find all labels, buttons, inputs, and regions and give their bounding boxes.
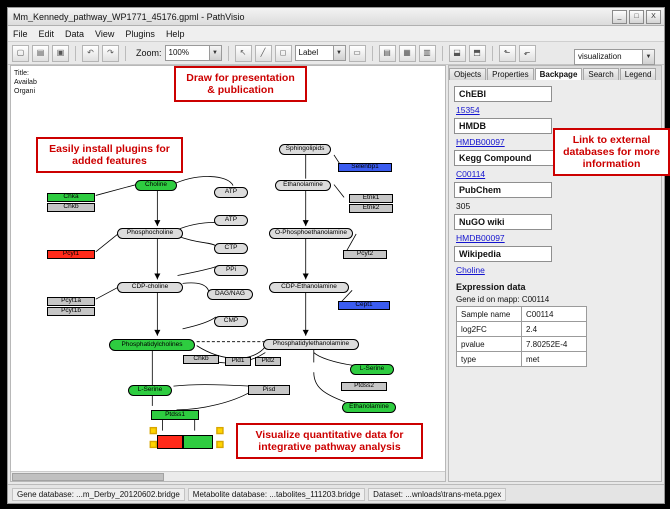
pathway-node-label: Pcyt1b: [61, 307, 81, 315]
pathway-node-label: PPi: [225, 266, 237, 274]
pathway-node-label: O-Phosphoethanolamine: [275, 229, 347, 237]
pathway-node-label: Pisd: [262, 385, 276, 393]
pathway-node-choline[interactable]: [135, 180, 177, 191]
pathway-node-selected1[interactable]: [157, 435, 183, 449]
pathway-node-label: ATP: [224, 188, 238, 196]
toolbar-separator-2: [125, 46, 126, 61]
menu-item-help[interactable]: Help: [165, 28, 185, 39]
pathway-node-label: L-Serine: [359, 365, 385, 373]
pathway-node-cmp[interactable]: [214, 316, 248, 327]
pathway-node-label: Pcyt2: [356, 250, 374, 258]
pathway-node-etnk2[interactable]: [349, 204, 393, 213]
maximize-button[interactable]: □: [629, 10, 644, 24]
callout-visualize: Visualize quantitative data for integrative pathway analysis: [236, 423, 423, 459]
align-center-icon[interactable]: ▦: [399, 45, 416, 62]
tab-legend[interactable]: Legend: [620, 68, 657, 80]
side-panel-tabs: [449, 66, 661, 81]
callout-draw: Draw for presentation & publication: [174, 66, 307, 102]
visualization-value: visualization: [578, 52, 622, 61]
zoom-combo[interactable]: [165, 45, 222, 61]
menu-item-plugins[interactable]: Plugins: [125, 28, 155, 39]
pathway-node-ptdss2[interactable]: [341, 382, 387, 391]
chevron-down-icon-2[interactable]: ▼: [333, 46, 345, 60]
pathway-node-phosphocholine[interactable]: [117, 228, 183, 239]
db-link-chebi[interactable]: 15354: [456, 105, 480, 115]
pathway-node-label: Selenbp1: [351, 163, 379, 171]
pathway-node-pisd[interactable]: [248, 385, 290, 395]
expr-key-2: pvalue: [457, 337, 522, 352]
order-front-icon[interactable]: ⬑: [499, 45, 516, 62]
pathway-node-pcyt1[interactable]: [47, 250, 95, 259]
chevron-down-icon[interactable]: ▼: [209, 46, 221, 60]
expr-key-3: type: [457, 352, 522, 367]
toolbar-separator-3: [228, 46, 229, 61]
window-controls: [612, 10, 664, 24]
pathway-node-label: Etnk2: [362, 204, 380, 212]
pathway-node-label: Chka: [63, 193, 79, 201]
pathway-node-phosphatidylethanolamine[interactable]: [263, 339, 359, 350]
main-area: [8, 63, 664, 484]
undo-icon[interactable]: ↶: [82, 45, 99, 62]
zoom-label: Zoom:: [136, 48, 162, 58]
pathway-canvas[interactable]: [10, 65, 446, 482]
gene-id-label: Gene id on mapp: C00114: [456, 295, 550, 304]
pathway-node-pcyt1b[interactable]: [47, 307, 95, 316]
pathway-node-ophosphoethanolamine[interactable]: [269, 228, 353, 239]
doc-organism-label: Organi: [14, 88, 36, 95]
table-row: [457, 322, 587, 337]
pathway-node-dagnag[interactable]: [207, 289, 253, 300]
status-bar: [8, 484, 664, 503]
pathway-node-cdpethanolamine[interactable]: [269, 282, 349, 293]
pathway-node-label: CDP-choline: [131, 283, 169, 291]
pathway-node-label: L-Serine: [137, 386, 163, 394]
toolbar-separator-4: [372, 46, 373, 61]
toolbar: [8, 42, 664, 65]
pathway-node-ctp[interactable]: [214, 243, 248, 254]
db-name-nugowiki: NuGO wiki: [454, 214, 552, 230]
db-name-pubchem: PubChem: [454, 182, 552, 198]
tab-objects[interactable]: Objects: [449, 68, 486, 80]
expr-val-2: 7.80252E-4: [522, 337, 587, 352]
pathway-node-label: CMP: [223, 317, 239, 325]
callout-links: Link to external databases for more information: [553, 128, 670, 176]
db-link-kegg[interactable]: C00114: [456, 169, 486, 179]
pathway-node-selenbp1[interactable]: [338, 163, 392, 172]
expr-key-1: log2FC: [457, 322, 522, 337]
pathway-node-label: Chkb: [63, 203, 79, 211]
pathway-node-lserine2[interactable]: [128, 385, 172, 396]
application-window: [7, 7, 665, 504]
pathway-node-label: Chkb: [193, 355, 209, 363]
shape-icon[interactable]: ◻: [275, 45, 292, 62]
pathway-node-label: Ptdss1: [165, 410, 185, 418]
tab-search[interactable]: Search: [583, 68, 618, 80]
pathway-node-ppi[interactable]: [214, 265, 248, 276]
db-name-kegg: Kegg Compound: [454, 150, 560, 166]
pathway-node-chkb[interactable]: [47, 203, 95, 212]
pathway-node-label: Phosphatidylethanolamine: [272, 340, 350, 348]
doc-title-label: Title:: [14, 70, 29, 77]
tab-backpage[interactable]: Backpage: [535, 68, 583, 80]
pathway-node-label: Ethanolamine: [349, 403, 389, 411]
pathway-node-label: Choline: [144, 181, 168, 189]
pathway-node-pcyt2[interactable]: [343, 250, 387, 259]
db-link-nugowiki[interactable]: HMDB00097: [456, 233, 505, 243]
pathway-node-ethanolamine2[interactable]: [342, 402, 396, 413]
line-icon[interactable]: ╱: [255, 45, 272, 62]
pathway-node-label: Ethanolamine: [283, 181, 323, 189]
redo-icon[interactable]: ↷: [102, 45, 119, 62]
table-row: [457, 307, 587, 322]
scrollbar-thumb[interactable]: [12, 473, 164, 481]
pathway-node-lserine1[interactable]: [350, 364, 394, 375]
pathway-node-pld2[interactable]: [255, 357, 281, 366]
toolbar-separator-5: [442, 46, 443, 61]
pathway-node-label: Etnk1: [362, 194, 380, 202]
pathway-node-etnk1[interactable]: [349, 194, 393, 203]
pathway-node-label: Pcyt1: [62, 250, 80, 258]
pathway-node-label: CDP-Ethanolamine: [281, 283, 337, 291]
pathway-node-label: Pcyt1a: [61, 297, 81, 305]
pathway-node-pcyt1a[interactable]: [47, 297, 95, 306]
pathway-node-ptdss1[interactable]: [151, 410, 199, 420]
expression-table: [456, 306, 587, 367]
expr-val-1: 2.4: [522, 322, 587, 337]
status-metabolite-database: Metabolite database: ...tabolites_111203.bridge: [188, 488, 365, 501]
db-value-pubchem: 305: [456, 201, 471, 211]
pathway-node-label: ATP: [224, 216, 238, 224]
status-gene-database: Gene database: ...m_Derby_20120602.bridge: [12, 488, 185, 501]
pathway-node-sphingolipids[interactable]: [279, 144, 331, 155]
pathway-node-label: Pld1: [231, 357, 245, 365]
toolbar-separator-1: [75, 46, 76, 61]
pathway-node-atp1[interactable]: [214, 187, 248, 198]
callout-plugins: Easily install plugins for added features: [36, 137, 183, 173]
window-title: Mm_Kennedy_pathway_WP1771_45176.gpml - PathVisio: [13, 11, 245, 22]
pathway-node-atp2[interactable]: [214, 215, 248, 226]
close-button[interactable]: X: [646, 10, 661, 24]
menu-item-data[interactable]: Data: [65, 28, 85, 39]
toolbar-separator-6: [492, 46, 493, 61]
save-icon[interactable]: ▣: [52, 45, 69, 62]
label-combo[interactable]: [295, 45, 346, 61]
pathway-node-selected2[interactable]: [183, 435, 213, 449]
menu-item-edit[interactable]: Edit: [38, 28, 55, 39]
pathway-node-cdpcholine[interactable]: [117, 282, 183, 293]
expr-val-0: C00114: [522, 307, 587, 322]
pathway-node-label: Pld2: [261, 357, 275, 365]
pathway-node-pld1[interactable]: [225, 357, 251, 366]
align-right-icon[interactable]: ▥: [419, 45, 436, 62]
minimize-button[interactable]: _: [612, 10, 627, 24]
pathway-node-label: Cept1: [355, 301, 373, 309]
pathway-node-phosphatidylcholines[interactable]: [109, 339, 195, 351]
ungroup-icon[interactable]: ⬒: [469, 45, 486, 62]
title-bar: [8, 8, 664, 26]
pathway-node-label: DAG/NAG: [215, 290, 245, 298]
align-left-icon[interactable]: ▤: [379, 45, 396, 62]
status-dataset: Dataset: ...wnloads\trans-meta.pgex: [368, 488, 506, 501]
expression-data-header: Expression data: [456, 282, 526, 292]
db-link-wikipedia[interactable]: Choline: [456, 265, 485, 275]
open-file-icon[interactable]: ▤: [32, 45, 49, 62]
order-back-icon[interactable]: ⬐: [519, 45, 536, 62]
group-icon[interactable]: ⬓: [449, 45, 466, 62]
db-name-wikipedia: Wikipedia: [454, 246, 552, 262]
table-row: [457, 337, 587, 352]
pathway-node-label: CTP: [224, 244, 238, 252]
pathway-node-label: Phosphatidylcholines: [121, 340, 183, 348]
db-name-chebi: ChEBI: [454, 86, 552, 102]
expr-key-0: Sample name: [457, 307, 522, 322]
label-value: Label: [298, 48, 319, 57]
zoom-value: 100%: [168, 48, 189, 57]
expr-val-3: met: [522, 352, 587, 367]
pointer-icon[interactable]: ↖: [235, 45, 252, 62]
tab-properties[interactable]: Properties: [487, 68, 533, 80]
db-link-hmdb[interactable]: HMDB00097: [456, 137, 505, 147]
canvas-horizontal-scrollbar[interactable]: [11, 471, 445, 481]
pathway-node-label: Sphingolipids: [285, 145, 325, 153]
pathway-node-chkb2[interactable]: [183, 355, 219, 364]
menu-item-view[interactable]: View: [95, 28, 115, 39]
pathway-node-label: Ptdss2: [354, 382, 374, 390]
db-name-hmdb: HMDB: [454, 118, 552, 134]
pathway-node-chka[interactable]: [47, 193, 95, 202]
menu-item-file[interactable]: File: [13, 28, 28, 39]
datanode-icon[interactable]: ▭: [349, 45, 366, 62]
table-row: [457, 352, 587, 367]
menu-bar: [8, 26, 664, 42]
new-file-icon[interactable]: ▢: [12, 45, 29, 62]
pathway-node-cept1[interactable]: [338, 301, 390, 310]
pathway-node-ethanolamine[interactable]: [275, 180, 331, 191]
chevron-down-icon-3[interactable]: ▼: [642, 50, 654, 64]
pathway-node-label: Phosphocholine: [126, 229, 174, 237]
doc-availability-label: Availab: [14, 79, 37, 86]
